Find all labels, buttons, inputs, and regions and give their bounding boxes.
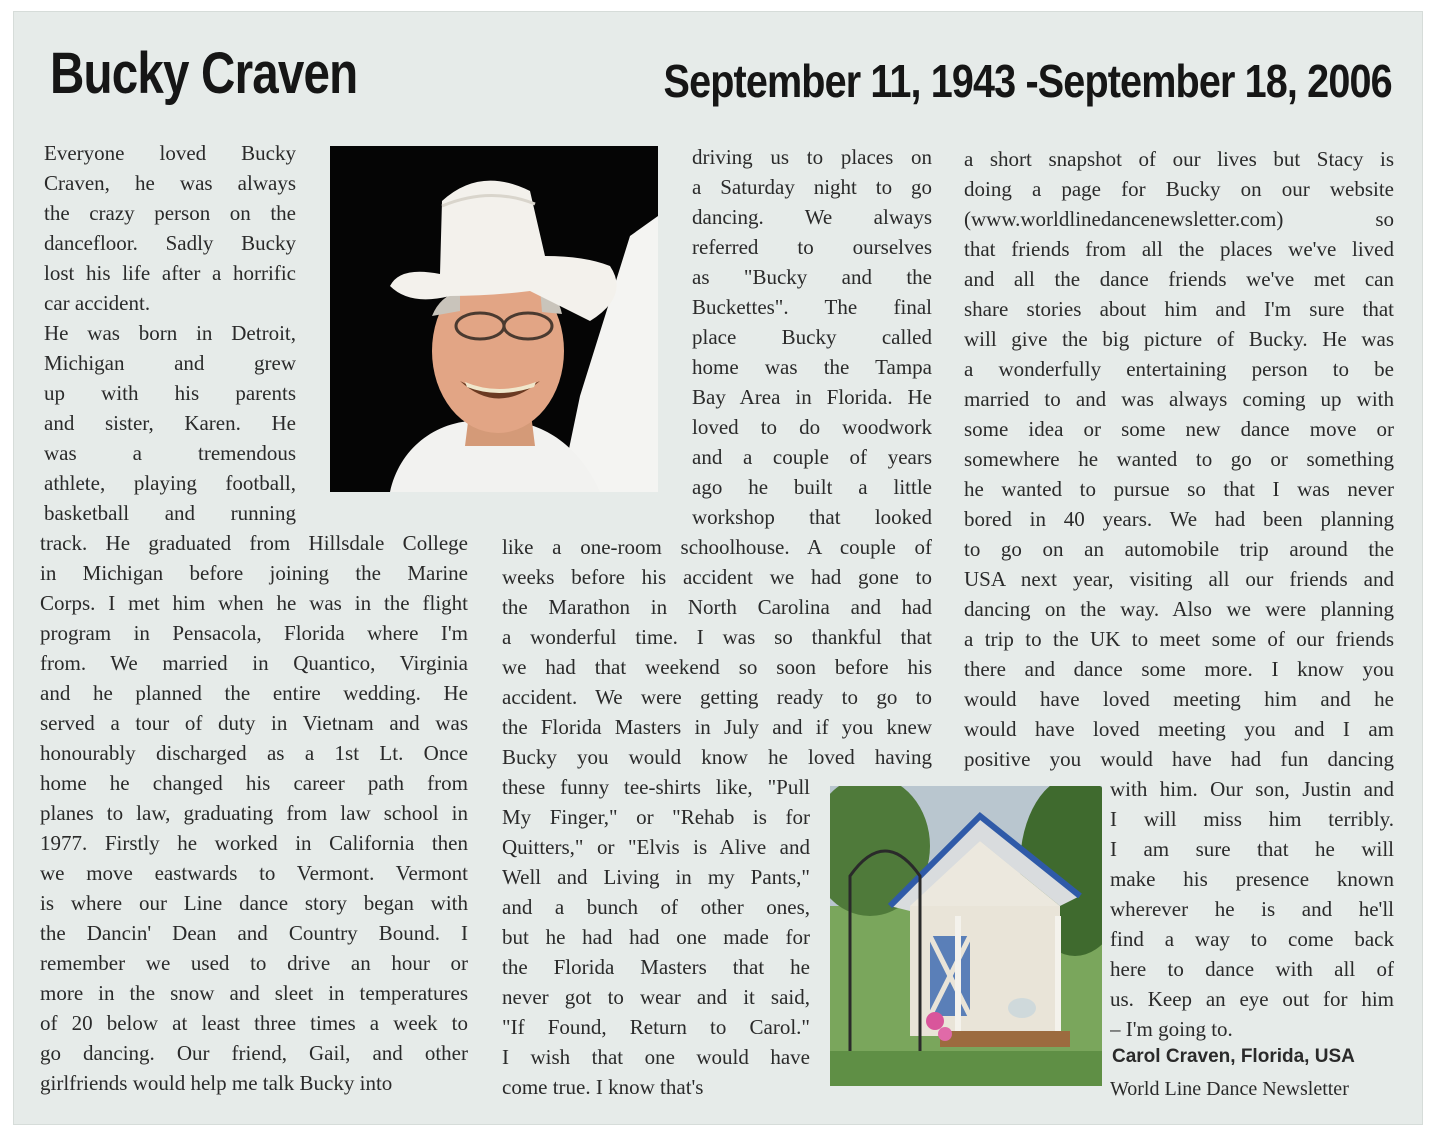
article-text-line: the crazy person on the [44,201,296,225]
article-text-line: place Bucky called [692,325,932,349]
article-text-line: that friends from all the places we've lived [964,237,1394,261]
article-text-line: would have loved meeting you and I am [964,717,1394,741]
article-text-line: a trip to the UK to meet some of our friends [964,627,1394,651]
article-text-line: would have loved meeting him and he [964,687,1394,711]
article-text-line: married to and was always coming up with [964,387,1394,411]
article-text-line: these funny tee-shirts like, "Pull [502,775,810,799]
article-text-line: to go on an automobile trip around the [964,537,1394,561]
article-text-line: we move eastwards to Vermont. Vermont [40,861,468,885]
article-text-line: athlete, playing football, [44,471,296,495]
article-text-line: the Marathon in North Carolina and had [502,595,932,619]
article-text-line: basketball and running [44,501,296,525]
article-text-line: and sister, Karen. He [44,411,296,435]
portrait-illustration [330,146,658,492]
article-text-line: home was the Tampa [692,355,932,379]
article-text-line: planes to law, graduating from law school in [40,801,468,825]
life-dates: September 11, 1943 -September 18, 2006 [663,55,1392,107]
article-text-line: dancing on the way. Also we were planning [964,597,1394,621]
article-text-line: – I'm going to. [1110,1017,1233,1041]
article-text-line: workshop that looked [692,505,932,529]
article-text-line: and a couple of years [692,445,932,469]
article-text-line: My Finger," or "Rehab is for [502,805,810,829]
article-text-line: but he had had one made for [502,925,810,949]
article-text-line: we had that weekend so soon before his [502,655,932,679]
article-text-line: Bucky you would know he loved having [502,745,932,769]
article-text-line: in Michigan before joining the Marine [40,561,468,585]
article-text-line: ago he built a little [692,475,932,499]
article-text-line: weeks before his accident we had gone to [502,565,932,589]
article-text-line: dancing. We always [692,205,932,229]
article-text-line: I will miss him terribly. [1110,807,1394,831]
article-text-line: was a tremendous [44,441,296,465]
article-text-line: like a one-room schoolhouse. A couple of [502,535,932,559]
article-text-line: served a tour of duty in Vietnam and was [40,711,468,735]
article-text-line: USA next year, visiting all our friends and [964,567,1394,591]
article-text-line: loved to do woodwork [692,415,932,439]
article-text-line: I wish that one would have [502,1045,810,1069]
article-text-line: Everyone loved Bucky [44,141,296,165]
article-text-line: find a way to come back [1110,927,1394,951]
article-text-line: Well and Living in my Pants," [502,865,810,889]
article-text-line: the Florida Masters in July and if you knew [502,715,932,739]
article-text-line: and all the dance friends we've met can [964,267,1394,291]
article-text-line: is where our Line dance story began with [40,891,468,915]
article-text-line: dancefloor. Sadly Bucky [44,231,296,255]
article-text-line: will give the big picture of Bucky. He was [964,327,1394,351]
article-text-line: Bay Area in Florida. He [692,385,932,409]
article-text-line: accident. We were getting ready to go to [502,685,932,709]
article-text-line: wherever he is and he'll [1110,897,1394,921]
portrait-photo [330,146,658,492]
article-text-line: a Saturday night to go [692,175,932,199]
article-text-line: a short snapshot of our lives but Stacy is [964,147,1394,171]
article-text-line: he wanted to pursue so that I was never [964,477,1394,501]
article-text-line: home he changed his career path from [40,771,468,795]
workshop-illustration [830,786,1102,1086]
article-text-line: somewhere he wanted to go or something [964,447,1394,471]
article-text-line: from. We married in Quantico, Virginia [40,651,468,675]
article-text-line: Quitters," or "Elvis is Alive and [502,835,810,859]
article-text-line: come true. I know that's [502,1075,704,1099]
article-text-line: make his presence known [1110,867,1394,891]
article-text-line: the Dancin' Dean and Country Bound. I [40,921,468,945]
article-text-line: positive you would have had fun dancing [964,747,1394,771]
article-text-line: and a bunch of other ones, [502,895,810,919]
article-text-line: lost his life after a horrific [44,261,296,285]
article-text-line: He was born in Detroit, [44,321,296,345]
article-text-line: doing a page for Bucky on our website [964,177,1394,201]
article-text-line: Corps. I met him when he was in the flight [40,591,468,615]
author-signature: Carol Craven, Florida, USA [1112,1046,1355,1067]
article-text-line: car accident. [44,291,151,315]
publication-name: World Line Dance Newsletter [1110,1078,1349,1100]
article-text-line: some idea or some new dance move or [964,417,1394,441]
article-text-line: honourably discharged as a 1st Lt. Once [40,741,468,765]
article-text-line: as "Bucky and the [692,265,932,289]
article-text-line: Buckettes". The final [692,295,932,319]
article-text-line: and he planned the entire wedding. He [40,681,468,705]
article-text-line: referred to ourselves [692,235,932,259]
article-text-line: of 20 below at least three times a week to [40,1011,468,1035]
article-text-line: here to dance with all of [1110,957,1394,981]
article-page [14,12,1422,1124]
article-text-line: with him. Our son, Justin and [1110,777,1394,801]
article-text-line: more in the snow and sleet in temperatures [40,981,468,1005]
article-text-line: track. He graduated from Hillsdale College [40,531,468,555]
article-text-line: 1977. Firstly he worked in California then [40,831,468,855]
article-text-line: us. Keep an eye out for him [1110,987,1394,1011]
article-text-line: "If Found, Return to Carol." [502,1015,810,1039]
article-text-line: up with his parents [44,381,296,405]
article-text-line: go dancing. Our friend, Gail, and other [40,1041,468,1065]
article-title: Bucky Craven [50,41,358,106]
article-text-line: Craven, he was always [44,171,296,195]
article-text-line: never got to wear and it said, [502,985,810,1009]
article-text-line: girlfriends would help me talk Bucky into [40,1071,393,1095]
article-text-line: Michigan and grew [44,351,296,375]
article-text-line: the Florida Masters that he [502,955,810,979]
article-text-line: a wonderfully entertaining person to be [964,357,1394,381]
article-text-line: I am sure that he will [1110,837,1394,861]
article-text-line: a wonderful time. I was so thankful that [502,625,932,649]
article-text-line: driving us to places on [692,145,932,169]
article-text-line: (www.worldlinedancenewsletter.com) so [964,207,1394,231]
article-text-line: bored in 40 years. We had been planning [964,507,1394,531]
article-text-line: remember we used to drive an hour or [40,951,468,975]
article-text-line: share stories about him and I'm sure that [964,297,1394,321]
article-text-line: there and dance some more. I know you [964,657,1394,681]
workshop-photo [830,786,1102,1086]
article-text-line: program in Pensacola, Florida where I'm [40,621,468,645]
